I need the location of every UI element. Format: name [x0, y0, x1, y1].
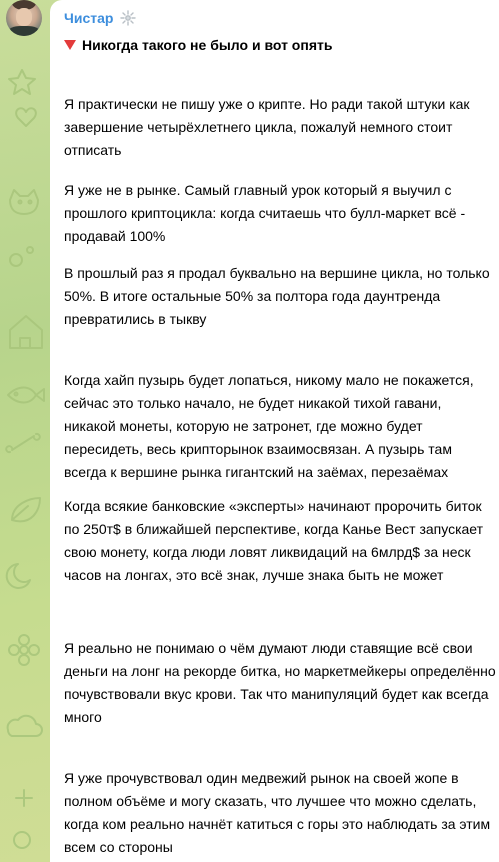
- message-paragraph-7: Я уже прочувствовал один медвежий рынок на своей жопе в полном объёме и могу сказать, что лучшее что можно сделать, когда ком реально начнёт катиться с горы это наблюдать за этим всем со стороны: [64, 770, 491, 855]
- message-paragraph-5: Когда всякие банковские «эксперты» начинают пророчить биток по 250т$ в ближайшей перспективе, когда Канье Вест запускает свою монету, когда люди ловят ликвидаций на 6млрд$ за неск часов на лонгах, это всё знак, лучше знака быть не может: [64, 498, 484, 583]
- message-paragraph-2: Я уже не в рынке. Самый главный урок который я выучил с прошлого криптоцикла: когда считаешь что булл-маркет всё - продавай 100%: [64, 182, 466, 244]
- sender-name[interactable]: Чистар: [64, 10, 114, 26]
- message-header: [64, 9, 137, 27]
- post-title: [64, 37, 332, 53]
- message-bubble: [50, 0, 499, 862]
- sparkle-badge-icon: [119, 9, 137, 27]
- red-triangle-down-icon: [64, 40, 76, 50]
- post-title-text: Никогда такого не было и вот опять: [82, 37, 333, 53]
- message-paragraph-3: В прошлый раз я продал буквально на вершине цикла, но только 50%. В итоге остальные 50% за полтора года даунтренда превратились в тыкву: [64, 265, 490, 327]
- message-paragraph-4: Когда хайп пузырь будет лопаться, никому мало не покажется, сейчас это только начало, не будет никакой тихой гавани, никакой монеты, которую не затронет, где можно будет пересидеть, весь крипторынок взаимосвязан. А пузырь там всегда к вершине рынка гигантский на заёмах, перезаёмах: [64, 372, 474, 480]
- message-paragraph-1: Я практически не пишу уже о крипте. Но ради такой штуки как завершение четырёхлетнего цикла, пожалуй немного стоит отписать: [64, 96, 470, 158]
- message-paragraph-6: Я реально не понимаю о чём думают люди ставящие всё свои деньги на лонг на рекорде битка, но маркетмейкеры определённо почувствовали вкус крови. Так что манипуляций будет как всегда много: [64, 640, 496, 725]
- sender-avatar[interactable]: [6, 0, 42, 36]
